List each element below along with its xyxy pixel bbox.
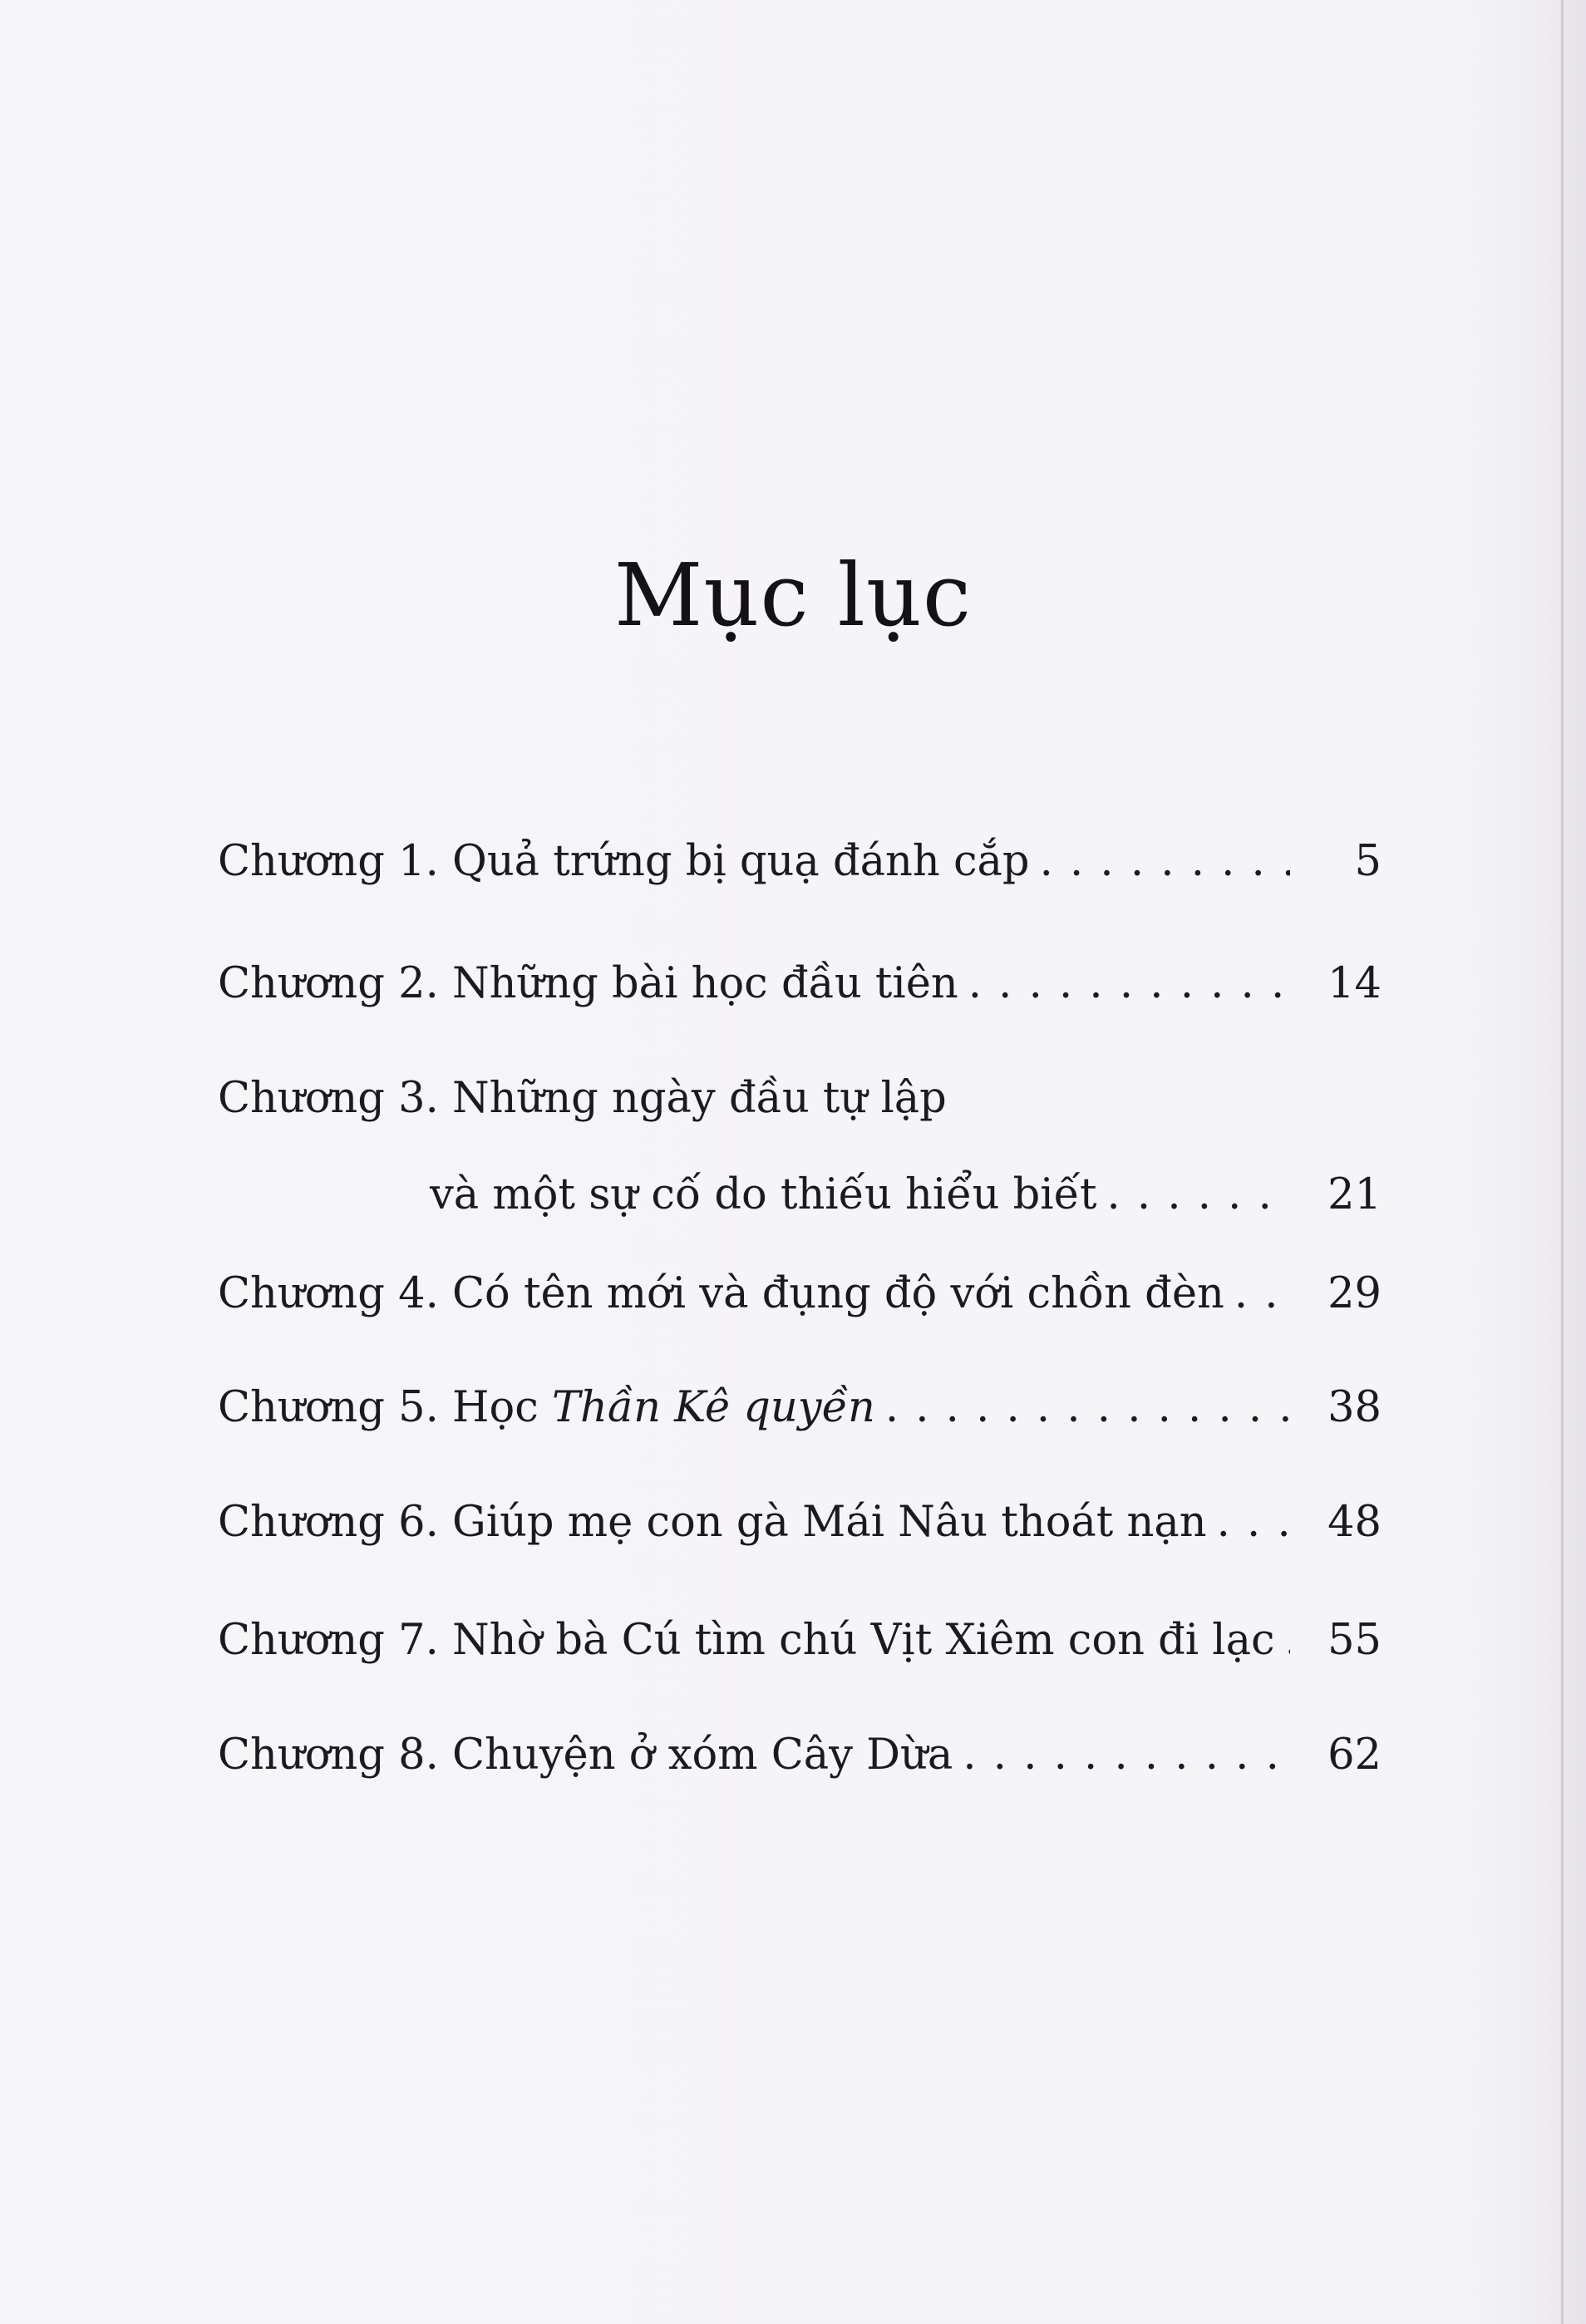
toc-entry-6 [218,1496,1382,1549]
toc-entry-2 [218,958,1382,1011]
leader-dots [958,958,1290,1011]
toc-chapter-title: Giúp mẹ con gà Mái Nâu thoát nạn [452,1498,1207,1547]
leader-dots [1030,835,1290,889]
leader-dots [1096,1169,1290,1222]
toc-chapter-number: Chương 6. [218,1498,439,1547]
toc-chapter-title: Chuyện ở xóm Cây Dừa [452,1731,953,1780]
toc-page-number: 55 [1327,1616,1382,1665]
toc-chapter-number: Chương 2. [218,959,439,1008]
toc-entry-8 [218,1729,1382,1782]
leader-dots [1224,1268,1290,1321]
leader-dots [953,1729,1290,1782]
toc-chapter-title: Quả trứng bị quạ đánh cắp [452,837,1030,886]
toc-page-number: 48 [1327,1498,1382,1547]
toc-chapter-number: Chương 4. [218,1269,439,1318]
toc-chapter-title-line1: Những ngày đầu tự lập [452,1074,947,1123]
toc-page-number: 5 [1354,837,1382,886]
toc-page-number: 21 [1327,1170,1382,1219]
leader-dots [875,1381,1290,1435]
toc-page-number: 29 [1327,1269,1382,1318]
toc-entry-3 [218,1072,1382,1222]
toc-chapter-number: Chương 7. [218,1616,439,1665]
toc-chapter-title: Những bài học đầu tiên [452,959,958,1008]
leader-dots [1275,1614,1290,1667]
page-title: Mục lục [613,544,973,646]
toc-chapter-number: Chương 3. [218,1074,439,1123]
toc-entry-1 [218,835,1382,889]
toc-chapter-title: Nhờ bà Cú tìm chú Vịt Xiêm con đi lạc [452,1616,1275,1665]
toc-page-number: 62 [1327,1731,1382,1780]
toc-entry-4 [218,1268,1382,1321]
toc-chapter-number: Chương 1. [218,837,439,886]
leader-dots [1207,1496,1290,1549]
toc-chapter-title-line2: và một sự cố do thiếu hiểu biết [430,1170,1097,1219]
toc-entry-7 [218,1614,1382,1667]
toc-page-number: 14 [1327,959,1382,1008]
page-edge-line [1561,0,1564,2324]
toc-chapter-number: Chương 5. [218,1383,439,1432]
toc-chapter-title-prefix: Học [452,1383,539,1432]
toc-chapter-number: Chương 8. [218,1731,439,1780]
toc-page-number: 38 [1327,1383,1382,1432]
toc-chapter-title-italic: Thần Kê quyền [551,1383,875,1432]
toc-entry-5 [218,1381,1382,1435]
toc-chapter-title: Có tên mới và đụng độ với chồn đèn [452,1269,1224,1318]
